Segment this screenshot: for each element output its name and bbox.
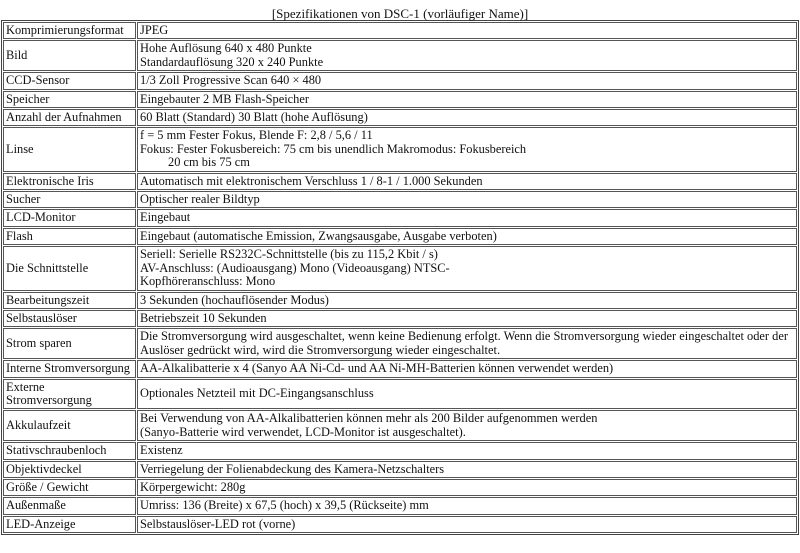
spec-value — [137, 328, 797, 359]
table-caption: [Spezifikationen von DSC-1 (vorläufiger Name)] — [271, 6, 529, 21]
spec-label: Objektivdeckel — [3, 461, 136, 478]
spec-value — [137, 497, 797, 514]
spec-value-line: Eingebaut (automatische Emission, Zwangsausgabe, Ausgabe verboten) — [140, 228, 497, 243]
spec-value-line: f = 5 mm Fester Fokus, Blende F: 2,8 / 5,6 / 11 — [140, 128, 373, 143]
spec-value — [137, 360, 797, 377]
spec-value — [137, 292, 797, 309]
spec-label: LED-Anzeige — [3, 516, 136, 533]
table-row — [3, 91, 797, 108]
table-row — [3, 479, 797, 496]
spec-value-line: JPEG — [140, 23, 169, 37]
spec-value-line: AV-Anschluss: (Audioausgang) Mono (Videoausgang) NTSC- — [140, 260, 450, 275]
spec-label: Die Schnittstelle — [3, 246, 136, 290]
spec-value-line: Existenz — [140, 443, 183, 458]
spec-label: CCD-Sensor — [3, 72, 136, 89]
spec-label: Strom sparen — [3, 328, 136, 359]
spec-value-line: AA-Alkalibatterie x 4 (Sanyo AA Ni-Cd- und AA Ni-MH-Batterien können verwendet werden) — [140, 361, 614, 376]
spec-value-line: Automatisch mit elektronischem Verschluss 1 / 8-1 / 1.000 Sekunden — [140, 173, 483, 188]
spec-value-line: Eingebauter 2 MB Flash-Speicher — [140, 91, 309, 106]
spec-label: Größe / Gewicht — [3, 479, 136, 496]
spec-label: Sucher — [3, 191, 136, 208]
spec-value — [137, 310, 797, 327]
spec-value-line: 20 cm bis 75 cm — [168, 155, 250, 170]
spec-value — [137, 173, 797, 190]
spec-label: Stativschraubenloch — [3, 442, 136, 459]
table-row — [3, 191, 797, 208]
spec-value-line: Standardauflösung 320 x 240 Punkte — [140, 54, 324, 69]
table-row — [3, 516, 797, 533]
spec-value-line: Betriebszeit 10 Sekunden — [140, 310, 267, 325]
spec-label: Interne Stromversorgung — [3, 360, 136, 377]
spec-value — [137, 127, 797, 171]
spec-value — [137, 479, 797, 496]
spec-value-line: Selbstauslöser-LED rot (vorne) — [140, 516, 296, 531]
spec-value-line: Körpergewicht: 280g — [140, 479, 246, 494]
spec-label: Speicher — [3, 91, 136, 108]
spec-value — [137, 22, 797, 39]
table-row — [3, 72, 797, 89]
table-row — [3, 246, 797, 290]
spec-value-line: Eingebaut — [140, 210, 191, 225]
table-row — [3, 228, 797, 245]
spec-label: Linse — [3, 127, 136, 171]
spec-value-line: 1/3 Zoll Progressive Scan 640 × 480 — [140, 73, 322, 88]
spec-value — [137, 40, 797, 71]
table-row — [3, 461, 797, 478]
specifications-table — [1, 20, 799, 535]
table-row — [3, 328, 797, 359]
spec-label: Anzahl der Aufnahmen — [3, 109, 136, 126]
spec-value-line: Die Stromversorgung wird ausgeschaltet, wenn keine Bedienung erfolgt. Wenn die Stromversorgung wieder eingeschaltet oder der — [140, 329, 788, 344]
spec-label: Bearbeitungszeit — [3, 292, 136, 309]
table-row — [3, 497, 797, 514]
spec-label: LCD-Monitor — [3, 209, 136, 226]
spec-value — [137, 91, 797, 108]
spec-label: Flash — [3, 228, 136, 245]
spec-value-line: 60 Blatt (Standard) 30 Blatt (hohe Auflösung) — [140, 110, 368, 125]
spec-value-line: Seriell: Serielle RS232C-Schnittstelle (bis zu 115,2 Kbit / s) — [140, 247, 438, 262]
spec-value — [137, 516, 797, 533]
spec-label: Außenmaße — [3, 497, 136, 514]
spec-value — [137, 72, 797, 89]
spec-value-line: Verriegelung der Folienabdeckung des Kamera-Netzschalters — [140, 461, 445, 476]
table-row — [3, 292, 797, 309]
spec-value-line: Kopfhöreranschluss: Mono — [140, 274, 276, 289]
spec-label: Externe Stromversorgung — [3, 379, 136, 410]
spec-value — [137, 379, 797, 410]
spec-label: Elektronische Iris — [3, 173, 136, 190]
spec-label: Bild — [3, 40, 136, 71]
spec-value-line: Umriss: 136 (Breite) x 67,5 (hoch) x 39,5 (Rückseite) mm — [140, 498, 429, 513]
spec-value — [137, 246, 797, 290]
table-row — [3, 310, 797, 327]
table-row — [3, 410, 797, 441]
spec-value-line: (Sanyo-Batterie wird verwendet, LCD-Monitor ist ausgeschaltet). — [140, 424, 466, 439]
spec-label: Akkulaufzeit — [3, 410, 136, 441]
spec-value — [137, 228, 797, 245]
table-row — [3, 379, 797, 410]
spec-value — [137, 410, 797, 441]
spec-value-line: Auslöser gedrückt wird, wird die Stromversorgung wieder eingeschaltet. — [140, 342, 501, 357]
spec-value — [137, 442, 797, 459]
spec-value — [137, 191, 797, 208]
table-row — [3, 127, 797, 171]
table-row — [3, 109, 797, 126]
spec-value — [137, 209, 797, 226]
table-row — [3, 173, 797, 190]
spec-value-line: Hohe Auflösung 640 x 480 Punkte — [140, 41, 312, 56]
spec-value-line: Optischer realer Bildtyp — [140, 192, 260, 207]
table-row — [3, 22, 797, 39]
spec-value-line: Fokus: Fester Fokusbereich: 75 cm bis unendlich Makromodus: Fokusbereich — [140, 141, 527, 156]
spec-value-line: Bei Verwendung von AA-Alkalibatterien können mehr als 200 Bilder aufgenommen werden — [140, 411, 598, 426]
spec-label: Komprimierungsformat — [3, 22, 136, 39]
spec-value — [137, 109, 797, 126]
spec-label: Selbstauslöser — [3, 310, 136, 327]
spec-value-line: 3 Sekunden (hochauflösender Modus) — [140, 292, 329, 307]
table-row — [3, 442, 797, 459]
table-row — [3, 209, 797, 226]
table-row — [3, 360, 797, 377]
spec-value — [137, 461, 797, 478]
table-row — [3, 40, 797, 71]
spec-value-line: Optionales Netzteil mit DC-Eingangsanschluss — [140, 386, 374, 401]
